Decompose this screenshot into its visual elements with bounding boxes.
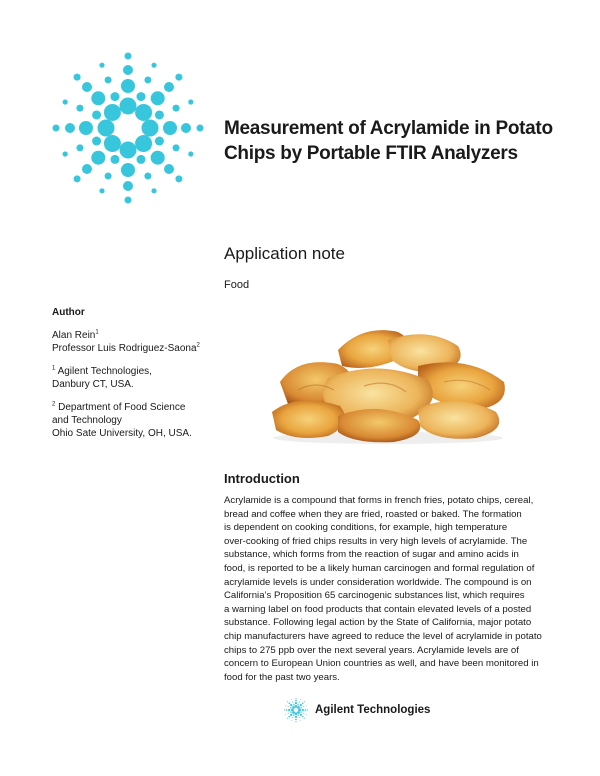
spark-dot (305, 709, 307, 711)
spark-dot (306, 714, 307, 715)
spark-dot (298, 709, 301, 712)
document-category: Food (224, 279, 250, 291)
body-line: over-cooking of fried chips results in very high levels of acrylamide. The (224, 535, 528, 547)
spark-dot (188, 151, 193, 156)
document-type: Application note (224, 244, 345, 263)
potato-chips-image (268, 320, 512, 444)
spark-dot (286, 709, 288, 711)
spark-dot (292, 717, 293, 718)
spark-dot (120, 142, 137, 159)
spark-dot (142, 120, 159, 137)
spark-dot (304, 718, 305, 719)
spark-dot (125, 197, 132, 204)
spark-dot (288, 706, 289, 707)
body-line: chip manufacturers have agreed to reduce the level of acrylamide in potato (224, 630, 542, 642)
spark-dot (302, 709, 304, 711)
spark-dot (151, 151, 165, 165)
spark-dot (123, 65, 133, 75)
spark-dot (144, 173, 151, 180)
spark-dot (121, 79, 135, 93)
spark-dot (291, 709, 294, 712)
spark-dot (292, 706, 295, 709)
document-title: Measurement of Acrylamide in Potato Chips by Portable FTIR Analyzers (224, 118, 553, 164)
author-heading: Author (52, 307, 85, 318)
spark-dot (299, 702, 300, 703)
spark-dot (285, 714, 286, 715)
spark-dot (307, 709, 308, 710)
author-name: Professor Luis Rodriguez-Saona (52, 343, 197, 354)
spark-dot (297, 714, 298, 715)
body-line: concern to European Union countries as well, and have been monitored in (224, 658, 539, 670)
affiliation-2: $^2$ Department of Food Science and Technology Ohio Sate University, OH, USA. (52, 401, 192, 439)
spark-dot (74, 175, 81, 182)
spark-dot (300, 704, 302, 706)
spark-dot (289, 716, 291, 718)
spark-dot (290, 707, 291, 708)
spark-dot (173, 105, 180, 112)
spark-dot (188, 99, 193, 104)
agilent-spark-icon (283, 697, 309, 723)
spark-dot (295, 719, 297, 721)
spark-dot (137, 92, 146, 101)
spark-dot (137, 155, 146, 164)
author-names: Alan Rein$^1$ Professor Luis Rodriguez-Saona$^2$ (52, 329, 200, 354)
author-name: Alan Rein (52, 330, 96, 341)
spark-dot (289, 703, 291, 705)
chip (272, 400, 345, 438)
body-line: acrylamide levels is under consideration worldwide. The compound is on (224, 576, 532, 588)
spark-dot (155, 137, 164, 146)
spark-dot (295, 721, 296, 722)
spark-dot (300, 711, 301, 712)
spark-dot (155, 110, 164, 119)
spark-dot (295, 716, 297, 718)
spark-dot (63, 151, 68, 156)
spark-dot (306, 705, 307, 706)
spark-dot (65, 123, 75, 133)
spark-dot (63, 99, 68, 104)
spark-dot (123, 181, 133, 191)
spark-dot (291, 720, 292, 721)
spark-dot (300, 720, 301, 721)
spark-dot (173, 144, 180, 151)
spark-dot (144, 76, 151, 83)
spark-dot (99, 63, 104, 68)
spark-dot (151, 91, 165, 105)
spark-dot (297, 704, 298, 705)
spark-dot (175, 74, 182, 81)
spark-dot (295, 712, 298, 715)
spark-dot (292, 702, 293, 703)
spark-dot (302, 716, 304, 718)
spark-dot (105, 76, 112, 83)
author-sidebar (52, 306, 222, 450)
spark-dot (163, 121, 177, 135)
spark-dot (110, 92, 119, 101)
body-line: substance. Following legal action by the State of California, major potato (224, 617, 532, 629)
spark-dot (82, 164, 92, 174)
body-line: food for the past two years. (224, 671, 340, 683)
spark-dot (76, 105, 83, 112)
spark-dot (299, 717, 300, 718)
spark-dot (295, 700, 297, 702)
spark-dot (285, 705, 286, 706)
spark-dot (303, 713, 304, 714)
body-line: substance, which forms from the reaction of sugar and amino acids in (224, 549, 519, 561)
spark-dot (92, 110, 101, 119)
spark-dot (175, 175, 182, 182)
spark-dot (91, 91, 105, 105)
agilent-spark-logo-icon (48, 48, 208, 208)
spark-dot (295, 702, 297, 704)
spark-dot (82, 82, 92, 92)
spark-dot (302, 703, 304, 705)
spark-dot (99, 188, 104, 193)
spark-dot (287, 701, 288, 702)
spark-dot (181, 123, 191, 133)
spark-dot (151, 63, 156, 68)
brand-name: Agilent Technologies (315, 704, 431, 716)
spark-dot (295, 705, 298, 708)
body-line: food, is reported to be a likely human carcinogen and formal regulation of (224, 562, 535, 574)
spark-dot (164, 164, 174, 174)
spark-dot (304, 701, 305, 702)
spark-dot (125, 53, 132, 60)
spark-dot (295, 698, 296, 699)
spark-dot (151, 188, 156, 193)
spark-dot (300, 707, 301, 708)
spark-dot (79, 121, 93, 135)
spark-dot (288, 713, 289, 714)
spark-dot (104, 135, 121, 152)
spark-dot (290, 711, 291, 712)
introduction-body (224, 494, 546, 684)
spark-dot (293, 714, 294, 715)
spark-dot (303, 706, 304, 707)
spark-dot (290, 704, 292, 706)
spark-dot (293, 704, 294, 705)
spark-dot (297, 706, 300, 709)
spark-dot (292, 711, 295, 714)
spark-dot (287, 718, 288, 719)
spark-dot (300, 699, 301, 700)
spark-dot (53, 125, 60, 132)
spark-dot (98, 120, 115, 137)
footer-brand (283, 697, 443, 723)
spark-dot (288, 709, 290, 711)
body-line: bread and coffee when they are fried, roasted or baked. The formation (224, 508, 522, 520)
spark-dot (91, 151, 105, 165)
introduction-heading: Introduction (224, 471, 300, 486)
spark-dot (135, 104, 152, 121)
body-line: California’s Proposition 65 carcinogenic substances list, which requires (224, 590, 525, 602)
spark-dot (92, 137, 101, 146)
spark-dot (164, 82, 174, 92)
spark-dot (105, 173, 112, 180)
spark-dot (74, 74, 81, 81)
spark-dot (290, 714, 292, 716)
body-line: chips to 275 ppb over the next several years. Acrylamide levels are of (224, 644, 519, 656)
spark-dot (197, 125, 204, 132)
spark-dot (121, 163, 135, 177)
spark-dot (104, 104, 121, 121)
body-line: is dependent on cooking conditions, for example, high temperature (224, 522, 508, 534)
body-line: Acrylamide is a compound that forms in french fries, potato chips, cereal, (224, 495, 534, 506)
spark-dot (297, 711, 300, 714)
spark-dot (76, 144, 83, 151)
spark-dot (110, 155, 119, 164)
affiliation-1: $^1$ Agilent Technologies, Danbury CT, USA. (52, 365, 152, 390)
spark-dot (300, 714, 302, 716)
spark-dot (120, 98, 137, 115)
body-line: a warning label on food products that contain elevated levels of a posted (224, 603, 532, 615)
spark-dot (291, 699, 292, 700)
spark-dot (135, 135, 152, 152)
spark-dot (284, 709, 285, 710)
